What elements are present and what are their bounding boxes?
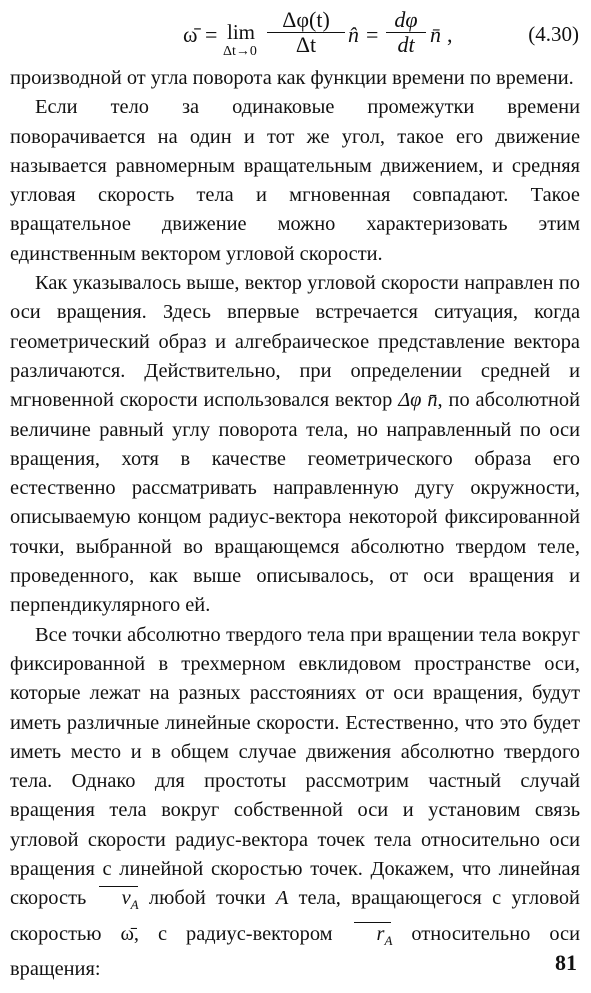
fraction-delta bbox=[267, 8, 345, 57]
fraction-delta-numerator: Δφ(t) bbox=[267, 8, 345, 33]
omega-symbol: ω̄ bbox=[183, 22, 198, 47]
radius-vector-symbol bbox=[352, 920, 393, 955]
lim-subscript: Δt→0 bbox=[223, 44, 257, 59]
paragraph-text: любой точки bbox=[138, 887, 266, 910]
delta-phi-n-symbol: Δφ n̄ bbox=[398, 389, 438, 412]
omega-vector-symbol: ω̄ bbox=[120, 922, 134, 945]
paragraph-linear-velocity bbox=[10, 621, 580, 985]
paragraph-text: , по абсолютной величине равный углу поворота тела, но направленный по оси вращения, хотя в качестве геометрического образа его естественно рассматривать направленную дугу окружности, описываемую концом радиус-вектора некоторой фиксированной точки, выбранной во вращающемся абсолютно твердом теле, проведенного, как выше описывалось, от оси вращения и перпендикулярного ей. bbox=[10, 389, 581, 617]
fraction-derivative-numerator: dφ bbox=[386, 8, 426, 33]
n-vector: n̄ bbox=[430, 22, 441, 47]
equals-sign-2: = bbox=[366, 22, 379, 47]
paragraph-angular-velocity-vector bbox=[10, 269, 580, 621]
radius-letter: r bbox=[376, 922, 385, 945]
fraction-derivative-denominator: dt bbox=[397, 32, 415, 57]
paragraph-text: относительно оси вращения: bbox=[10, 922, 580, 981]
point-a-symbol: A bbox=[275, 887, 289, 910]
body-text bbox=[10, 64, 580, 984]
velocity-vector-symbol bbox=[97, 884, 139, 919]
page-number: 81 bbox=[555, 950, 577, 975]
paragraph-continuation: производной от угла поворота как функции времени по времени. bbox=[10, 67, 574, 89]
n-unit-vector: n̂ bbox=[348, 22, 359, 47]
velocity-letter: v bbox=[121, 887, 131, 910]
equation-4-30 bbox=[0, 8, 591, 60]
paragraph-text: Все точки абсолютно твердого тела при вращении тела вокруг фиксированной в трехмерном евклидовом пространстве оси, которые лежат на разных расстояниях от оси вращения, будут иметь различные линейные скорости. Естественно, что это будет иметь место и в общем случае движения абсолютно твердого тела. Однако для простоты рассмотрим частный случай вращения тела вокруг собственной оси и установим связь угловой скорости радиус-вектора точек тела относительно оси вращения с линейной скоростью точек. Докажем, что линейная скорость bbox=[10, 623, 580, 910]
radius-subscript: A bbox=[384, 932, 393, 948]
fraction-delta-denominator: Δt bbox=[295, 32, 317, 57]
paragraph-text: тела, вращающегося с угловой скоростью bbox=[10, 887, 580, 945]
fraction-derivative bbox=[386, 8, 426, 57]
paragraph-text: , с радиус-вектором bbox=[133, 922, 333, 945]
velocity-subscript: A bbox=[130, 897, 139, 913]
paragraph-uniform-rotation: Если тело за одинаковые промежутки времени поворачивается на один и тот же угол, такое его движение называется равномерным вращательным движением, и средняя угловая скорость тела и мгновенная совпадают. Такое вращательное движение можно характеризовать этим единственным вектором угловой скорости. bbox=[10, 96, 580, 265]
equation-number: (4.30) bbox=[528, 22, 579, 46]
paragraph-text: Как указывалось выше, вектор угловой скорости направлен по оси вращения. Здесь впервые встречается ситуация, когда геометрический образ и алгебраическое представление вектора различаются. Действительно, при определении средней и мгновенной скорости использовался вектор bbox=[10, 272, 580, 412]
lim-operator: lim bbox=[227, 20, 256, 44]
equation-comma: , bbox=[447, 22, 453, 47]
equals-sign: = bbox=[205, 22, 218, 47]
